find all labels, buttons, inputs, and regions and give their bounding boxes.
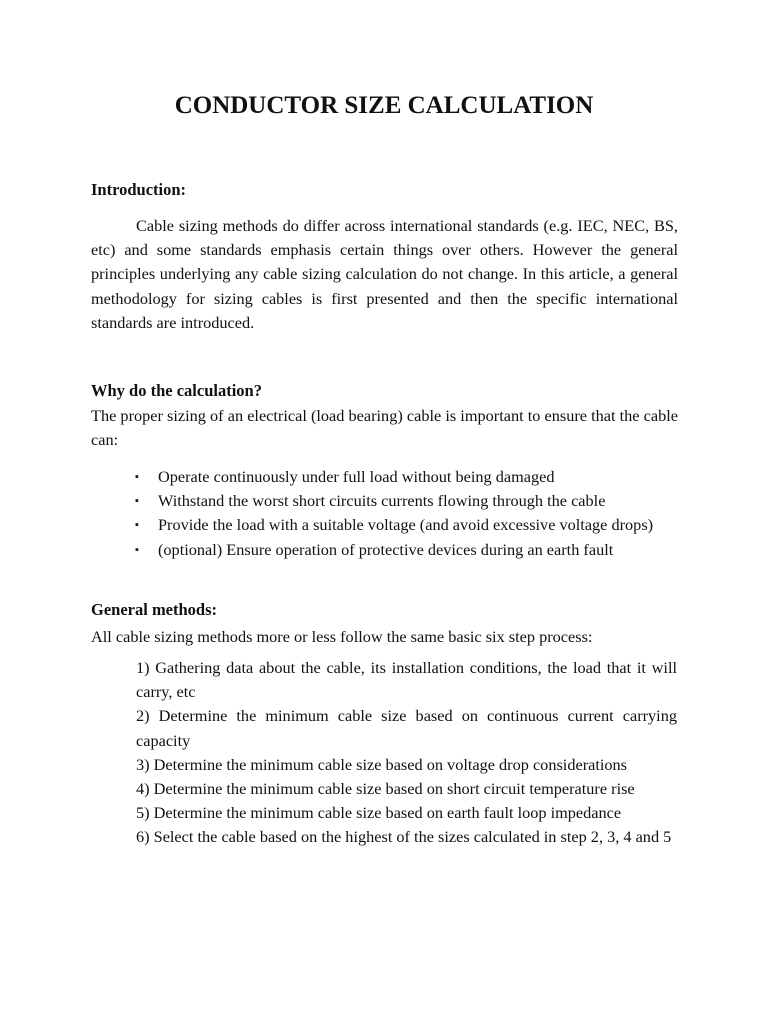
- bullet-icon: ▪: [135, 471, 139, 483]
- introduction-body-block: [91, 214, 678, 335]
- steps-list: [136, 656, 677, 850]
- general-paragraph: All cable sizing methods more or less follow the same basic six step process:: [91, 627, 593, 646]
- list-item-text: (optional) Ensure operation of protective devices during an earth fault: [158, 539, 614, 559]
- list-item: [91, 465, 678, 489]
- general-heading: General methods:: [91, 600, 218, 619]
- why-heading: Why do the calculation?: [91, 381, 262, 400]
- step-item: 5) Determine the minimum cable size based on earth fault loop impedance: [136, 803, 622, 823]
- introduction-paragraph: Cable sizing methods do differ across international standards (e.g. IEC, NEC, BS, etc) and some standards emphasis certain things over others. However the general principles underlying any cable sizing calculation do not change. In this article, a general methodology for sizing cables is first presented and then the specific international standards are introduced.: [91, 216, 678, 332]
- bullet-icon: ▪: [135, 519, 139, 532]
- step-item: 1) Gathering data about the cable, its installation conditions, the load that it will carry, etc: [136, 658, 677, 702]
- step-item: 4) Determine the minimum cable size based on short circuit temperature rise: [136, 779, 635, 799]
- general-body-block: [91, 625, 678, 649]
- general-section: [91, 598, 678, 622]
- list-item: [91, 489, 678, 513]
- step-item: 6) Select the cable based on the highest of the sizes calculated in step 2, 3, 4 and 5: [136, 827, 672, 847]
- list-item: [91, 538, 678, 562]
- list-item-text: Withstand the worst short circuits currents flowing through the cable: [158, 491, 606, 511]
- step-item: 3) Determine the minimum cable size based on voltage drop considerations: [136, 754, 628, 774]
- introduction-heading: Introduction:: [91, 180, 187, 199]
- why-section: [91, 379, 678, 403]
- bullet-icon: ▪: [135, 495, 139, 508]
- list-item: [91, 513, 678, 537]
- step-item: 2) Determine the minimum cable size based on continuous current carrying capacity: [136, 706, 677, 750]
- list-item-text: Provide the load with a suitable voltage (and avoid excessive voltage drops): [158, 515, 654, 535]
- introduction-section: [91, 178, 678, 202]
- page-title: CONDUCTOR SIZE CALCULATION: [174, 92, 594, 119]
- why-paragraph: The proper sizing of an electrical (load bearing) cable is important to ensure that the cable can:: [91, 406, 678, 450]
- requirements-list: [91, 465, 678, 562]
- list-item-text: Operate continuously under full load without being damaged: [158, 467, 555, 486]
- bullet-icon: ▪: [135, 543, 139, 556]
- why-body-block: [91, 404, 678, 452]
